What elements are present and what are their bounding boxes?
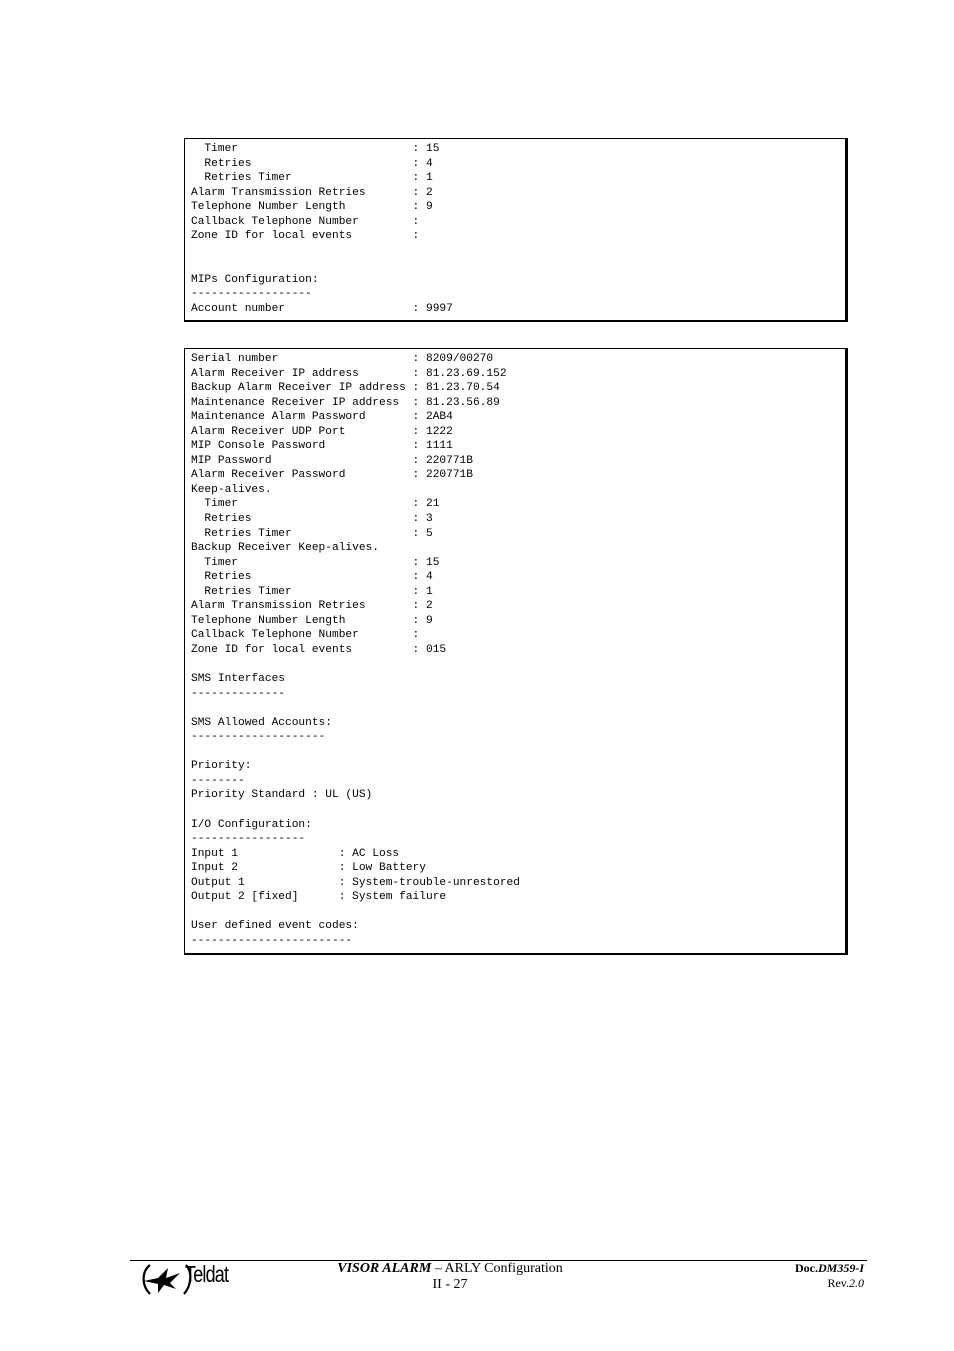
config-listing-text: Timer : 15 Retries : 4 Retries Timer : 1 Alarm Transmission Retries : 2 Telephone Number Length : 9 Callback Telephone Number : Zone ID for local events : MIPs Configuration: ------------------ Account number : 9997 xyxy=(191,143,453,316)
doc-id: DM359-I xyxy=(817,1261,864,1275)
revision xyxy=(795,1276,864,1291)
config-listing-text: Serial number : 8209/00270 Alarm Receiver IP address : 81.23.69.152 Backup Alarm Receiver IP address : 81.23.70.54 Maintenance Receiver IP address : 81.23.56.89 Maintenance Alarm Password : 2AB4 Alarm Receiver UDP Port : 1222 MIP Console Password : 1111 MIP Password : 220771B Alarm Receiver Password : 220771B Keep-alives. Timer : 21 Retries : 3 Retries Timer : 5 Backup Receiver Keep-alives. Timer : 15 Retries : 4 Retries Timer : 1 Alarm Transmission Retries : 2 Telephone Number Length : 9 Callback Telephone Number : Zone ID for local events : 015 SMS Interfaces -------------- SMS Allowed Accounts: -------------------- Priority: -------- Priority Standard : UL (US) I/O Configuration: ----------------- Input 1 : AC Loss Input 2 : Low Battery Output 1 : System-trouble-unrestored Output 2 [fixed] : System failure User defined event codes: ------------------------ xyxy=(191,353,520,947)
logo-wordmark: Teldat xyxy=(185,1261,229,1287)
footer-title xyxy=(300,1261,600,1277)
footer-title-block xyxy=(300,1261,600,1293)
doc-prefix: Doc. xyxy=(794,1261,818,1275)
page-number: II - 27 xyxy=(432,1277,468,1292)
footer-doc-info xyxy=(795,1261,864,1291)
rev-prefix: Rev. xyxy=(827,1276,849,1290)
rev-number: 2.0 xyxy=(849,1276,864,1290)
doc-reference xyxy=(795,1261,864,1276)
section-name: – ARLY Configuration xyxy=(431,1261,563,1276)
config-listing-box-1 xyxy=(184,138,848,322)
config-listing-box-2 xyxy=(184,348,848,955)
product-name: VISOR ALARM xyxy=(337,1261,432,1276)
